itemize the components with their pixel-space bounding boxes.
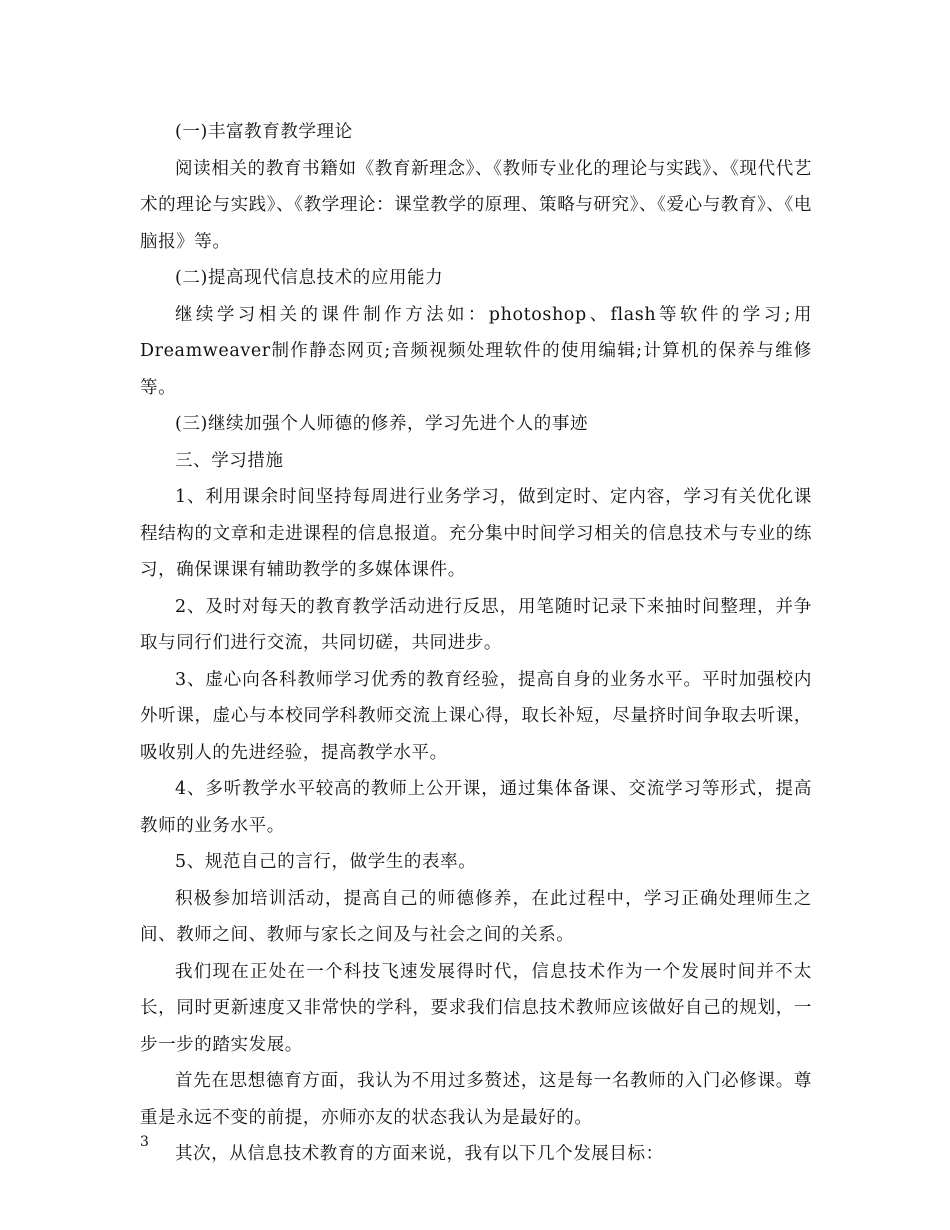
paragraph-moral-education: 首先在思想德育方面，我认为不用过多赘述，这是每一名教师的入门必修课。尊重是永远不变的前提，亦师亦友的状态我认为是最好的。 [140,1071,812,1128]
section-heading-learning-measures: 三、学习措施 [175,450,284,471]
section-heading-it-skills: (二)提高现代信息技术的应用能力 [175,268,444,288]
document-body [140,114,812,1173]
paragraph-development-goals: 其次，从信息技术教育的方面来说，我有以下几个发展目标： [175,1144,664,1164]
paragraph-it-era: 我们现在正处在一个科技飞速发展得时代，信息技术作为一个发展时间并不太长，同时更新速度又非常快的学科，要求我们信息技术教师应该做好自己的规划，一步一步的踏实发展。 [140,961,812,1055]
list-item-measure-2: 2、及时对每天的教育教学活动进行反思，用笔随时记录下来抽时间整理，并争取与同行们进行交流，共同切磋，共同进步。 [140,596,812,653]
list-item-measure-5: 5、规范自己的言行，做学生的表率。 [175,852,477,872]
list-item-measure-4: 4、多听教学水平较高的教师上公开课，通过集体备课、交流学习等形式，提高教师的业务水平。 [140,779,812,836]
paragraph-reading-books: 阅读相关的教育书籍如《教育新理念》、《教师专业化的理论与实践》、《现代代艺术的理论与实践》、《教学理论：课堂教学的原理、策略与研究》、《爱心与教育》、《电脑报》等。 [140,158,812,252]
paragraph-training: 积极参加培训活动，提高自己的师德修养，在此过程中，学习正确处理师生之间、教师之间、教师与家长之间及与社会之间的关系。 [140,888,812,945]
paragraph-courseware-learning: 继续学习相关的课件制作方法如：photoshop、flash等软件的学习;用Dreamweaver制作静态网页;音频视频处理软件的使用编辑;计算机的保养与维修等。 [140,304,812,398]
page-number: 3 [140,1134,149,1150]
list-item-measure-3: 3、虚心向各科教师学习优秀的教育经验，提高自身的业务水平。平时加强校内外听课，虚心与本校同学科教师交流上课心得，取长补短，尽量挤时间争取去听课，吸收别人的先进经验，提高教学水平。 [140,669,812,763]
section-heading-teacher-ethics: (三)继续加强个人师德的修养，学习先进个人的事迹 [175,414,589,434]
list-item-measure-1: 1、利用课余时间坚持每周进行业务学习，做到定时、定内容，学习有关优化课程结构的文章和走进课程的信息报道。充分集中时间学习相关的信息技术与专业的练习，确保课课有辅助教学的多媒体课件。 [140,487,812,580]
section-heading-enrich-theory: (一)丰富教育教学理论 [175,122,353,142]
